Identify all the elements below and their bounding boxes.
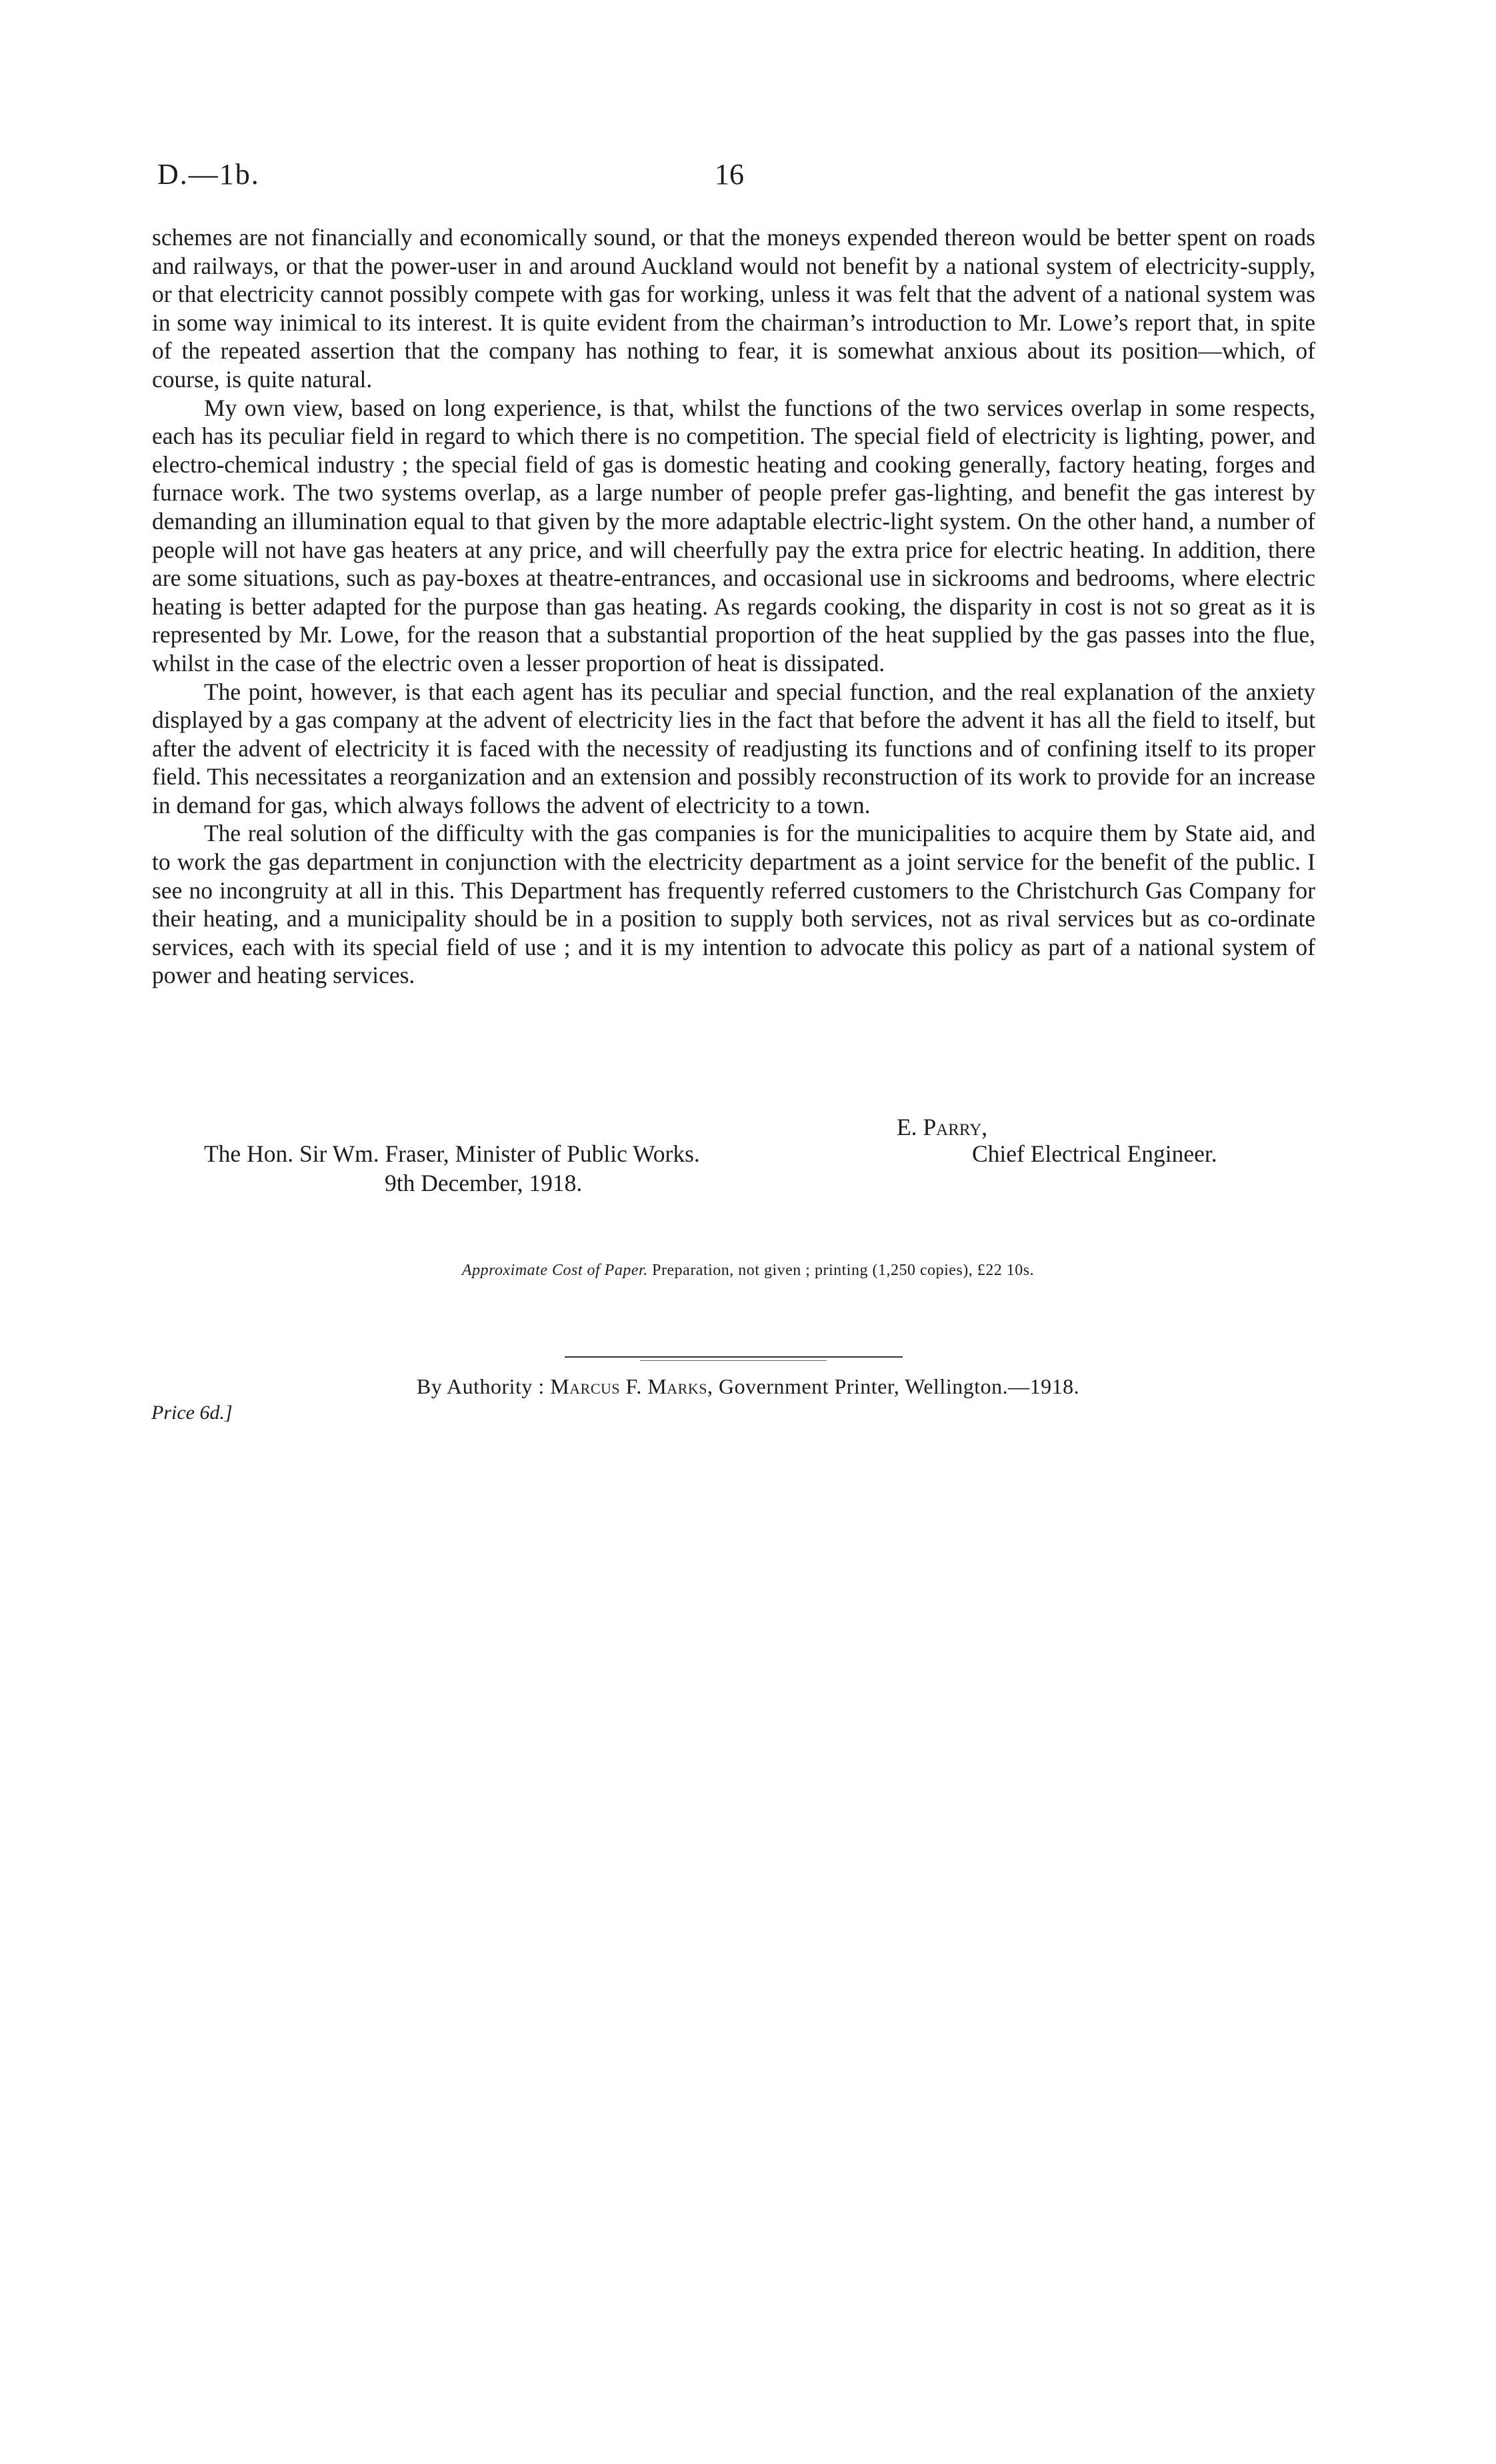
paragraph-the-point: The point, however, is that each agent has its peculiar and special function, and the real explanation of the anxiety displayed by a gas company at the advent of electricity lies in the fact that before the advent it has all the field to itself, but after the advent of electricity it is faced with the necessity of readjusting its functions and of confining itself to its proper field. This necessitates a reorganization and an extension and possibly reconstruction of its work to provide for an increase in demand for gas, which always follows the advent of electricity to a town. (152, 678, 1315, 818)
cost-detail: Preparation, not given ; printing (1,250 copies), £22 10s. (652, 1262, 1035, 1279)
signatory-surname: Parry, (923, 1114, 988, 1140)
letter-date: 9th December, 1918. (385, 1170, 583, 1196)
cost-of-paper-note (0, 1262, 1496, 1280)
signatory-name (897, 1113, 987, 1141)
signatory-title: Chief Electrical Engineer. (972, 1140, 1217, 1167)
price-note: Price 6d.] (151, 1402, 233, 1424)
imprint-divider-thin (640, 1360, 827, 1361)
printer-imprint (0, 1374, 1496, 1399)
imprint-suffix: Government Printer, Wellington.—1918. (719, 1374, 1080, 1398)
recipient-line: The Hon. Sir Wm. Fraser, Minister of Public Works. (204, 1140, 700, 1167)
printer-name: Marcus F. Marks, (550, 1374, 713, 1398)
report-body (152, 223, 1315, 990)
document-reference: D.—1b. (157, 158, 260, 191)
imprint-divider (565, 1356, 903, 1358)
page-number: 16 (715, 158, 744, 191)
imprint-prefix: By Authority : (416, 1374, 545, 1398)
cost-label: Approximate Cost of Paper. (461, 1262, 648, 1279)
paragraph-real-solution: The real solution of the difficulty with the gas companies is for the municipalities to acquire them by State aid, and to work the gas department in conjunction with the electricity department as a joint service for the benefit of the public. I see no incongruity at all in this. This Department has frequently referred customers to the Christchurch Gas Company for their heating, and a municipality should be in a position to supply both services, not as rival services but as co-ordinate services, each with its special field of use ; and it is my intention to advocate this policy as part of a national system of power and heating services. (152, 820, 1315, 989)
paragraph-continuation: schemes are not financially and economically sound, or that the moneys expended thereon would be better spent on roads and railways, or that the power-user in and around Auckland would not benefit by a national system of electricity-supply, or that electricity cannot possibly compete with gas for working, unless it was felt that the advent of a national system was in some way inimical to its interest. It is quite evident from the chairman’s introduction to Mr. Lowe’s report that, in spite of the repeated assertion that the company has nothing to fear, it is somewhat anxious about its position—which, of course, is quite natural. (152, 224, 1315, 393)
signatory-initial: E. (897, 1114, 917, 1140)
paragraph-own-view: My own view, based on long experience, is that, whilst the functions of the two services overlap in some respects, each has its peculiar field in regard to which there is no competition. The special field of electricity is lighting, power, and electro-chemical industry ; the special field of gas is domestic heating and cooking generally, factory heating, forges and furnace work. The two systems overlap, as a large number of people prefer gas-lighting, and benefit the gas interest by demanding an illumination equal to that given by the more adaptable electric-light system. On the other hand, a number of people will not have gas heaters at any price, and will cheerfully pay the extra price for electric heating. In addition, there are some situations, such as pay-boxes at theatre-entrances, and occasional use in sickrooms and bedrooms, where electric heating is better adapted for the purpose than gas heating. As regards cooking, the disparity in cost is not so great as it is represented by Mr. Lowe, for the reason that a substantial proportion of the heat supplied by the gas passes into the flue, whilst in the case of the electric oven a lesser proportion of heat is dissipated. (152, 394, 1315, 676)
